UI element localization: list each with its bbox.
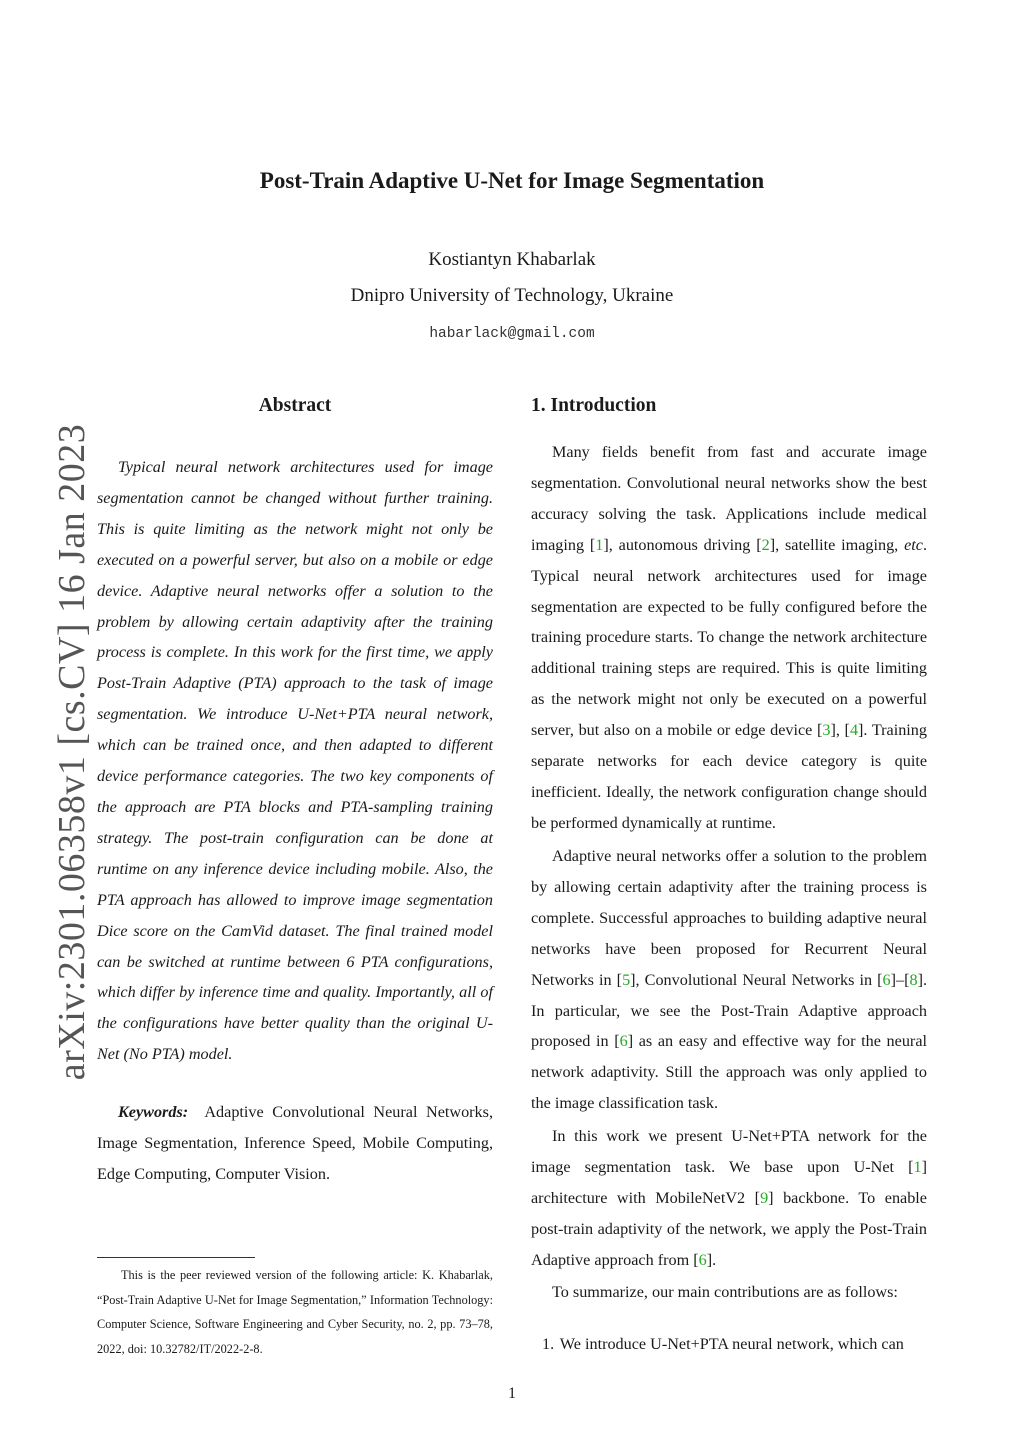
intro-paragraph-3: In this work we present U-Net+PTA network for the image segmentation task. We base upon U-Net [1] architecture with MobileNetV2 [9] backbone. To enable post-train adaptivity of the network, we apply the Post-Train Adaptive approach from [6].: [531, 1127, 927, 1269]
introduction-heading: 1. Introduction: [531, 395, 657, 416]
page-number: 1: [508, 1385, 516, 1402]
intro-paragraph-1: Many fields benefit from fast and accurate image segmentation. Convolutional neural networks show the best accuracy solving the task. Applications include medical imaging [1], autonomous driving [2], satellite imaging, etc. Typical neural network architectures used for image segmentation are expected to be fully configured before the training procedure starts. To change the network architecture additional training steps are required. This is quite limiting as the network might not only be executed on a powerful server, but also on a mobile or edge device [3], [4]. Training separate networks for each device category is quite inefficient. Ideally, the network configuration change should be performed dynamically at runtime.: [531, 443, 927, 832]
contribution-list-item: [531, 1329, 927, 1360]
citation-link[interactable]: 6: [698, 1250, 707, 1269]
citation-link[interactable]: 1: [595, 535, 604, 554]
author-email[interactable]: habarlack@gmail.com: [429, 326, 595, 342]
intro-paragraph-4: To summarize, our main contributions are as follows:: [552, 1283, 898, 1301]
footnote: This is the peer reviewed version of the following article: K. Khabarlak, “Post-Train Adaptive U-Net for Image Segmentation,” Information Technology: Computer Science, Software Engineering and Cyber Security, no. 2, pp. 73–78, 2022, doi: 10.32782/IT/2022-2-8.: [97, 1268, 493, 1356]
keywords-label: Keywords:: [118, 1103, 189, 1121]
author-affiliation: Dnipro University of Technology, Ukraine: [350, 285, 674, 306]
author-name: Kostiantyn Khabarlak: [428, 249, 596, 270]
list-number: 1.: [542, 1335, 555, 1353]
arxiv-stamp: arXiv:2301.06358v1 [cs.CV] 16 Jan 2023: [51, 423, 93, 1081]
keywords: [97, 1097, 493, 1190]
citation-link[interactable]: 6: [882, 970, 891, 989]
footnote-rule: [97, 1257, 255, 1258]
citation-link[interactable]: 5: [622, 970, 631, 989]
abstract-heading: Abstract: [258, 395, 332, 416]
citation-link[interactable]: 2: [761, 535, 770, 554]
citation-link[interactable]: 6: [619, 1032, 628, 1051]
citation-link[interactable]: 4: [849, 721, 859, 740]
citation-link[interactable]: 9: [760, 1188, 769, 1207]
citation-link[interactable]: 1: [913, 1157, 922, 1176]
citation-link[interactable]: 8: [909, 970, 918, 989]
abstract-text: Typical neural network architectures used for image segmentation cannot be changed without further training. This is quite limiting as the network might not only be executed on a powerful server, but also on a mobile or edge device. Adaptive neural networks offer a solution to the problem by allowing certain adaptivity after the training process is complete. In this work for the first time, we apply Post-Train Adaptive (PTA) approach to the task of image segmentation. We introduce U-Net+PTA neural network, which can be trained once, and then adapted to different device performance categories. The two key components of the approach are PTA blocks and PTA-sampling training strategy. The post-train configuration can be done at runtime on any inference device including mobile. Also, the PTA approach has allowed to improve image segmentation Dice score on the CamVid dataset. The final trained model can be switched at runtime between 6 PTA configurations, which differ by inference time and quality. Importantly, all of the configurations have better quality than the original U-Net (No PTA) model.: [97, 458, 493, 1064]
keywords-text: Adaptive Convolutional Neural Networks, Image Segmentation, Inference Speed, Mobile Computing, Edge Computing, Computer Vision.: [97, 1103, 494, 1183]
intro-paragraph-2: Adaptive neural networks offer a solution to the problem by allowing certain adaptivity after the training process is complete. Successful approaches to building adaptive neural networks have been proposed for Recurrent Neural Networks in [5], Convolutional Neural Networks in [6]–[8]. In particular, we see the Post-Train Adaptive approach proposed in [6] as an easy and effective way for the neural network adaptivity. Still the approach was only applied to the image classification task.: [531, 847, 928, 1113]
list-item-text: We introduce U-Net+PTA neural network, which can: [559, 1335, 904, 1353]
citation-link[interactable]: 3: [822, 721, 831, 740]
paper-title: Post-Train Adaptive U-Net for Image Segmentation: [259, 168, 765, 193]
